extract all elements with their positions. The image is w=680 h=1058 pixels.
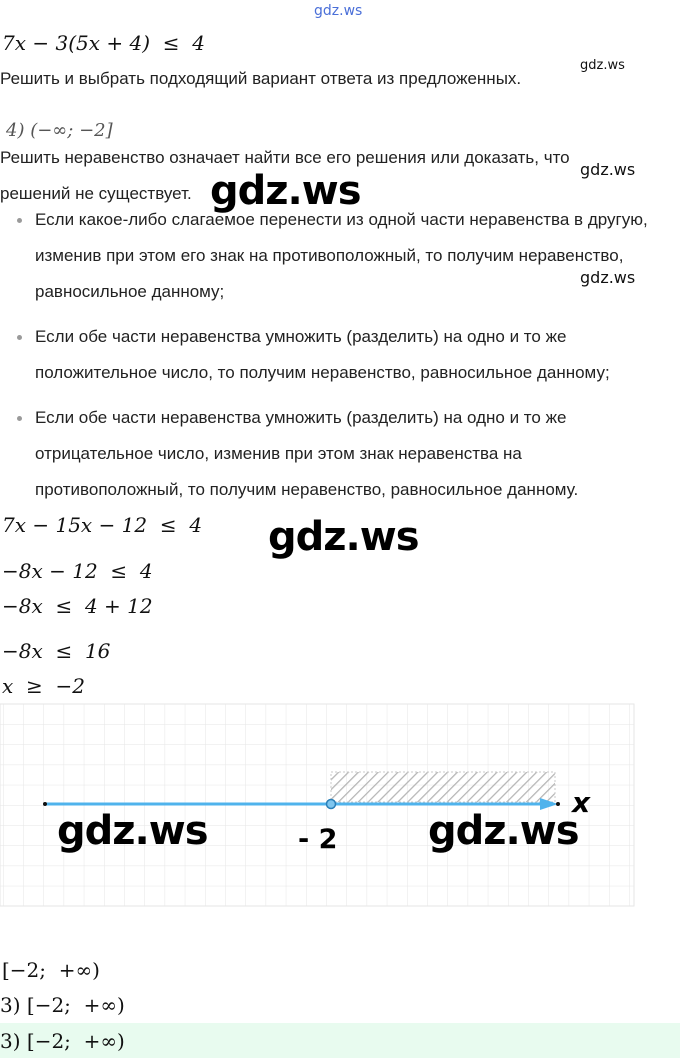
number-line-figure (0, 704, 636, 908)
clipped-answer-option: 4) (−∞; −2] (6, 120, 113, 141)
theory-rule: Если какое-либо слагаемое перенести из одной части неравенства в другую, изменив при этом его знак на противоположный, то получим неравенство, равносильное данному; (0, 202, 668, 310)
step-1: 7x − 15x − 12 ≤ 4 (2, 513, 203, 537)
axis-start-dot (43, 802, 47, 806)
watermark-small: gdz.ws (580, 268, 636, 287)
watermark-large: gdz.ws (210, 168, 361, 214)
theory-rules-list (0, 202, 668, 517)
step-2: −8x − 12 ≤ 4 (2, 559, 153, 583)
correct-answer: 3) [−2; +∞) (0, 1029, 125, 1053)
task-inequality: 7x − 3(5x + 4) ≤ 4 (2, 31, 205, 55)
point-minus-two (327, 800, 336, 809)
step-4: −8x ≤ 16 (2, 639, 111, 663)
correct-answer-highlight (0, 1023, 680, 1058)
theory-intro: Решить неравенство означает найти все его решения или доказать, что решений не существует. (0, 148, 570, 203)
watermark-large: gdz.ws (57, 808, 208, 854)
axis-end-dot (556, 802, 560, 806)
watermark-large: gdz.ws (268, 514, 419, 560)
step-3: −8x ≤ 4 + 12 (2, 594, 153, 618)
step-5: x ≥ −2 (2, 674, 85, 698)
watermark-top: gdz.ws (314, 3, 363, 19)
theory-rule: Если обе части неравенства умножить (разделить) на одно и то же отрицательное число, изменив при этом знак неравенства на противоположный, то получим неравенство, равносильное данному. (0, 400, 668, 508)
watermark-large: gdz.ws (428, 808, 579, 854)
solution-hatch (331, 772, 555, 802)
task-instruction: Решить и выбрать подходящий вариант ответа из предложенных. (0, 69, 522, 88)
axis-label: x (572, 786, 591, 819)
answer-option: 3) [−2; +∞) (0, 993, 125, 1017)
answer-interval: [−2; +∞) (2, 958, 100, 982)
watermark-small: gdz.ws (580, 58, 625, 73)
theory-rule: Если обе части неравенства умножить (разделить) на одно и то же положительное число, то получим неравенство, равносильное данному; (0, 319, 668, 391)
watermark-small: gdz.ws (580, 160, 636, 179)
point-label: - 2 (298, 824, 338, 855)
